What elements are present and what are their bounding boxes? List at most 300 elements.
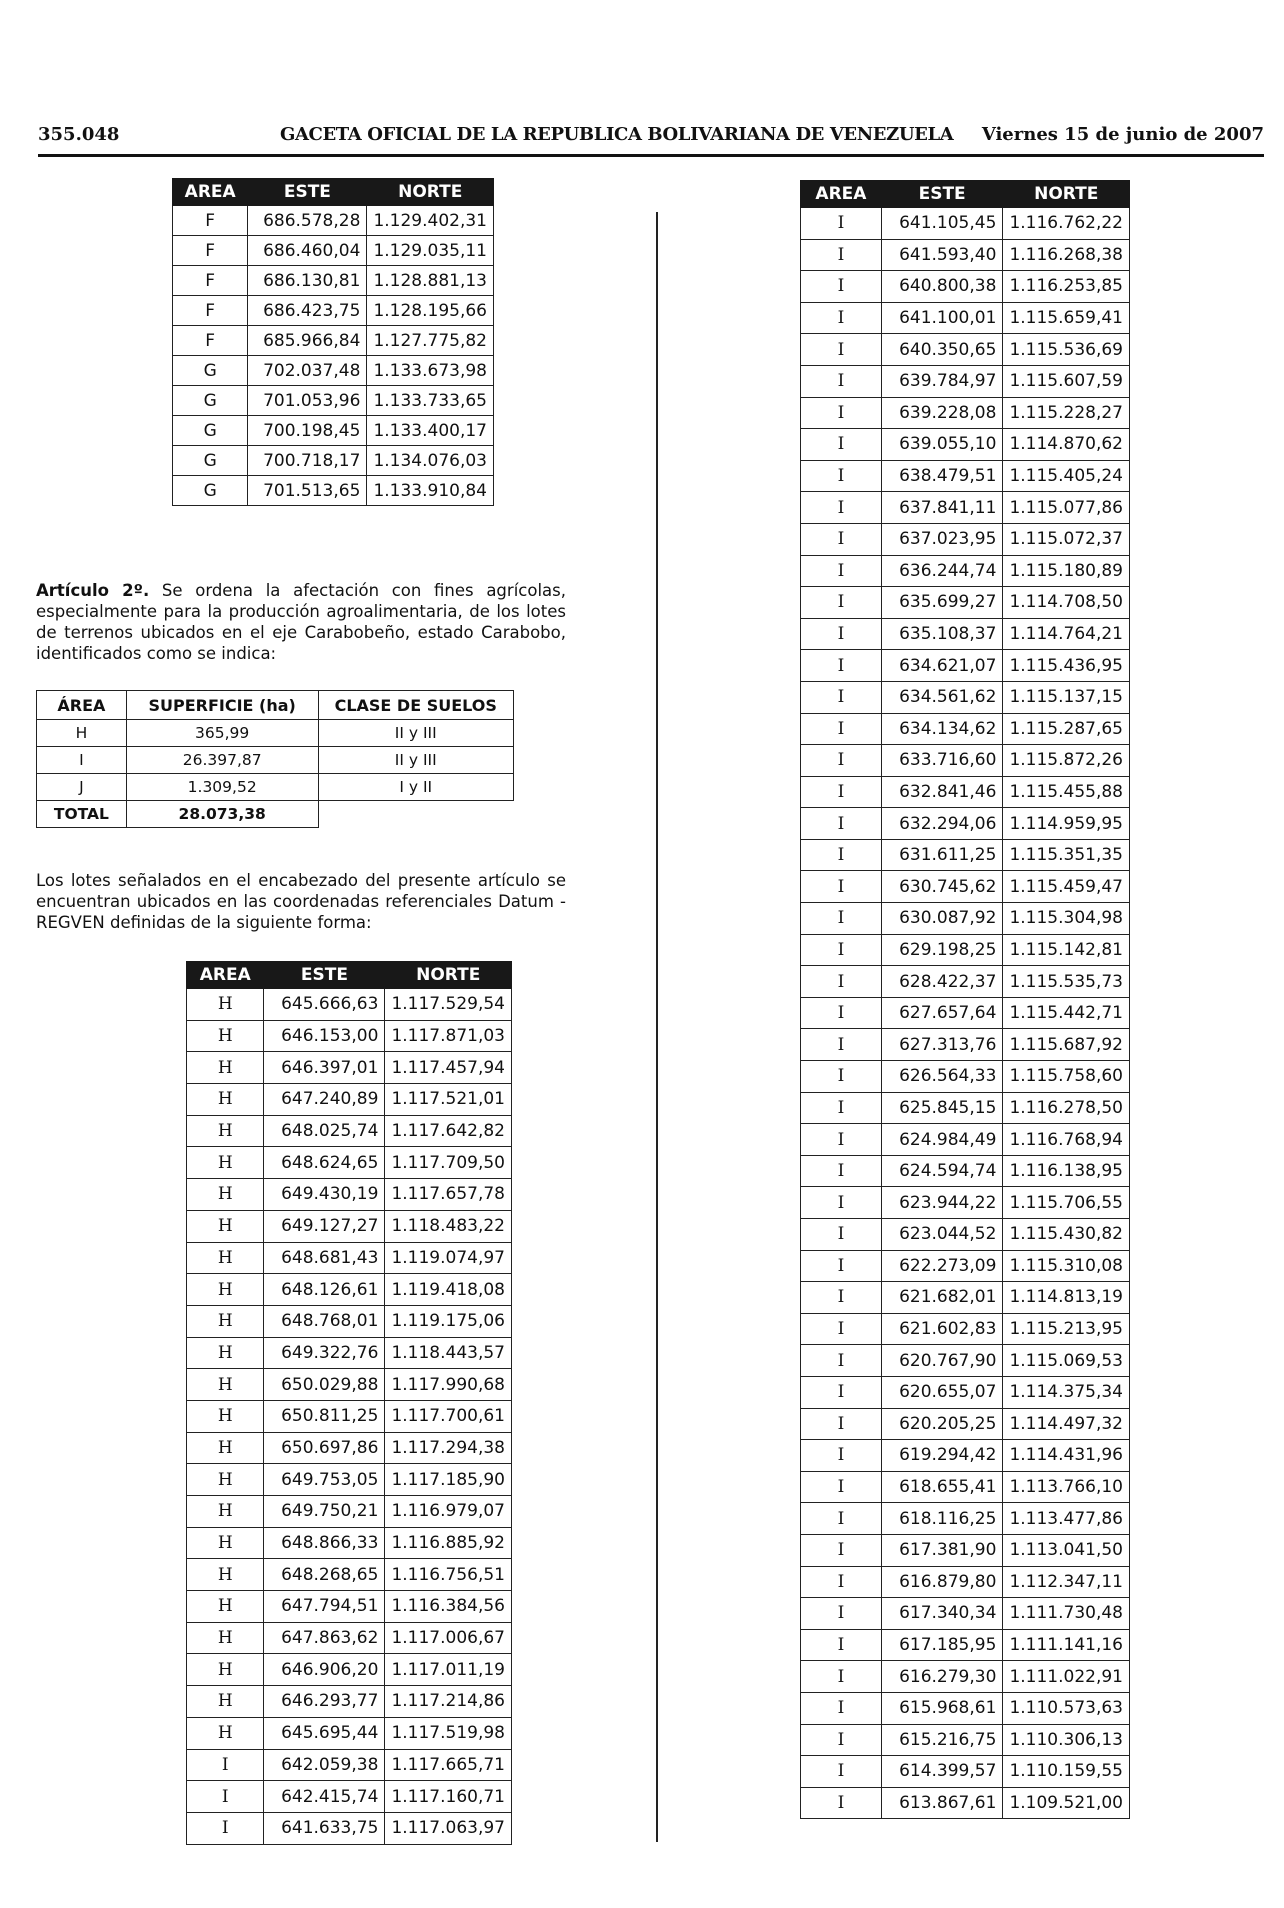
- table-row: [187, 1559, 512, 1591]
- cell-este: 634.621,07: [881, 650, 1003, 682]
- cell-norte: 1.115.228,27: [1003, 397, 1130, 429]
- cell-norte: 1.115.659,41: [1003, 302, 1130, 334]
- cell-area: H: [187, 1432, 264, 1464]
- cell-area: I: [801, 1692, 882, 1724]
- cell-este: 686.423,75: [248, 296, 367, 326]
- cell-este: 614.399,57: [881, 1756, 1003, 1788]
- cell-este: 634.561,62: [881, 681, 1003, 713]
- header-area: AREA: [801, 181, 882, 208]
- cell-este: 616.279,30: [881, 1661, 1003, 1693]
- cell-norte: 1.115.072,37: [1003, 523, 1130, 555]
- table-row: [187, 1400, 512, 1432]
- cell-norte: 1.116.762,22: [1003, 208, 1130, 240]
- table-row: [173, 296, 494, 326]
- table-row: [801, 808, 1130, 840]
- cell-norte: 1.114.431,96: [1003, 1440, 1130, 1472]
- cell-norte: 1.115.430,82: [1003, 1219, 1130, 1251]
- header-norte: NORTE: [1003, 181, 1130, 208]
- table-row: [801, 618, 1130, 650]
- cell-este: 616.879,80: [881, 1566, 1003, 1598]
- cell-este: 613.867,61: [881, 1787, 1003, 1819]
- cell-area: G: [173, 356, 248, 386]
- cell-este: 631.611,25: [881, 839, 1003, 871]
- cell-este: 641.593,40: [881, 239, 1003, 271]
- cell-area: H: [187, 1147, 264, 1179]
- cell-este: 648.866,33: [264, 1527, 385, 1559]
- cell-este: 649.753,05: [264, 1464, 385, 1496]
- cell-area: I: [801, 713, 882, 745]
- table-cell: I y II: [318, 774, 514, 801]
- cell-este: 617.381,90: [881, 1534, 1003, 1566]
- cell-norte: 1.127.775,82: [367, 326, 494, 356]
- cell-este: 639.055,10: [881, 429, 1003, 461]
- cell-este: 650.697,86: [264, 1432, 385, 1464]
- table-row: [187, 1210, 512, 1242]
- cell-area: I: [801, 334, 882, 366]
- cell-este: 640.350,65: [881, 334, 1003, 366]
- table-row: [187, 1179, 512, 1211]
- cell-norte: 1.115.304,98: [1003, 903, 1130, 935]
- header-area: AREA: [173, 179, 248, 206]
- cell-este: 632.294,06: [881, 808, 1003, 840]
- cell-area: I: [801, 1534, 882, 1566]
- cell-area: F: [173, 296, 248, 326]
- table-row: [801, 1187, 1130, 1219]
- cell-este: 647.863,62: [264, 1622, 385, 1654]
- table-row: [187, 1147, 512, 1179]
- cell-este: 617.340,34: [881, 1598, 1003, 1630]
- cell-norte: 1.119.418,08: [385, 1274, 512, 1306]
- cell-area: I: [801, 397, 882, 429]
- table-row: [187, 1749, 512, 1781]
- cell-norte: 1.119.074,97: [385, 1242, 512, 1274]
- cell-norte: 1.109.521,00: [1003, 1787, 1130, 1819]
- cell-area: I: [801, 208, 882, 240]
- cell-este: 617.185,95: [881, 1629, 1003, 1661]
- page-header: [38, 124, 1264, 150]
- page-number: 355.048: [38, 124, 120, 145]
- cell-este: 648.768,01: [264, 1305, 385, 1337]
- cell-norte: 1.117.657,78: [385, 1179, 512, 1211]
- table-row: [801, 1408, 1130, 1440]
- cell-area: H: [187, 1274, 264, 1306]
- cell-norte: 1.116.253,85: [1003, 271, 1130, 303]
- table-row: [801, 1692, 1130, 1724]
- table-row: [801, 334, 1130, 366]
- cell-norte: 1.115.535,73: [1003, 966, 1130, 998]
- cell-este: 639.228,08: [881, 397, 1003, 429]
- table-row: [173, 416, 494, 446]
- cell-norte: 1.115.536,69: [1003, 334, 1130, 366]
- cell-este: 620.767,90: [881, 1345, 1003, 1377]
- cell-norte: 1.129.035,11: [367, 236, 494, 266]
- cell-area: I: [801, 460, 882, 492]
- cell-este: 628.422,37: [881, 966, 1003, 998]
- table-row: [801, 650, 1130, 682]
- cell-area: I: [801, 1345, 882, 1377]
- cell-area: H: [187, 1686, 264, 1718]
- cell-norte: 1.115.077,86: [1003, 492, 1130, 524]
- cell-area: I: [801, 1566, 882, 1598]
- blank-cell: [318, 801, 514, 828]
- cell-norte: 1.111.141,16: [1003, 1629, 1130, 1661]
- table-row: [173, 266, 494, 296]
- cell-norte: 1.112.347,11: [1003, 1566, 1130, 1598]
- cell-area: H: [187, 1559, 264, 1591]
- coordinates-paragraph: Los lotes señalados en el encabezado del presente artículo se encuentran ubicados en las coordenadas referenciales Datum - REGVEN definidas de la siguiente forma:: [36, 871, 566, 932]
- cell-este: 647.240,89: [264, 1084, 385, 1116]
- cell-este: 624.984,49: [881, 1124, 1003, 1156]
- table-row: [187, 1654, 512, 1686]
- cell-norte: 1.128.881,13: [367, 266, 494, 296]
- cell-norte: 1.134.076,03: [367, 446, 494, 476]
- cell-norte: 1.117.700,61: [385, 1400, 512, 1432]
- cell-area: H: [187, 1305, 264, 1337]
- table-row: [801, 1092, 1130, 1124]
- table-row: [187, 1812, 512, 1844]
- cell-este: 649.430,19: [264, 1179, 385, 1211]
- cell-este: 645.695,44: [264, 1717, 385, 1749]
- cell-norte: 1.116.768,94: [1003, 1124, 1130, 1156]
- header-este: ESTE: [881, 181, 1003, 208]
- cell-este: 686.578,28: [248, 206, 367, 236]
- cell-este: 642.415,74: [264, 1781, 385, 1813]
- cell-area: I: [801, 1756, 882, 1788]
- header-area: AREA: [187, 962, 264, 989]
- cell-este: 649.322,76: [264, 1337, 385, 1369]
- table-row: [801, 713, 1130, 745]
- cell-este: 623.044,52: [881, 1219, 1003, 1251]
- cell-norte: 1.117.185,90: [385, 1464, 512, 1496]
- cell-area: I: [801, 1250, 882, 1282]
- surface-table: [36, 690, 514, 828]
- cell-area: H: [187, 1242, 264, 1274]
- table-row: [173, 356, 494, 386]
- cell-este: 648.025,74: [264, 1115, 385, 1147]
- cell-area: I: [801, 587, 882, 619]
- table-row: [801, 1503, 1130, 1535]
- cell-este: 629.198,25: [881, 934, 1003, 966]
- table-row: [173, 386, 494, 416]
- cell-norte: 1.115.758,60: [1003, 1061, 1130, 1093]
- cell-area: I: [801, 1661, 882, 1693]
- cell-este: 685.966,84: [248, 326, 367, 356]
- cell-area: I: [187, 1781, 264, 1813]
- cell-norte: 1.115.455,88: [1003, 776, 1130, 808]
- cell-area: H: [187, 1654, 264, 1686]
- cell-este: 620.205,25: [881, 1408, 1003, 1440]
- table-cell: 1.309,52: [126, 774, 318, 801]
- table-row: [801, 934, 1130, 966]
- cell-area: I: [801, 523, 882, 555]
- cell-este: 621.682,01: [881, 1282, 1003, 1314]
- cell-este: 627.313,76: [881, 1029, 1003, 1061]
- cell-area: I: [801, 871, 882, 903]
- table-row: [801, 1282, 1130, 1314]
- cell-norte: 1.133.733,65: [367, 386, 494, 416]
- cell-norte: 1.110.159,55: [1003, 1756, 1130, 1788]
- cell-area: I: [801, 618, 882, 650]
- cell-area: I: [801, 681, 882, 713]
- cell-norte: 1.115.351,35: [1003, 839, 1130, 871]
- header-este: ESTE: [264, 962, 385, 989]
- table-row: [187, 1369, 512, 1401]
- table-row: [801, 966, 1130, 998]
- table-row: [801, 365, 1130, 397]
- article-text: Se ordena la afectación con fines agrícolas, especialmente para la producción agroalimentaria, de los lotes de terrenos ubicados en el eje Carabobeño, estado Carabobo, identificados como se indica:: [36, 581, 566, 663]
- cell-norte: 1.113.477,86: [1003, 1503, 1130, 1535]
- cell-este: 619.294,42: [881, 1440, 1003, 1472]
- cell-area: I: [801, 1124, 882, 1156]
- cell-norte: 1.114.813,19: [1003, 1282, 1130, 1314]
- cell-norte: 1.115.405,24: [1003, 460, 1130, 492]
- cell-area: I: [801, 903, 882, 935]
- cell-area: I: [801, 239, 882, 271]
- issue-date: Viernes 15 de junio de 2007: [981, 124, 1264, 145]
- cell-norte: 1.116.756,51: [385, 1559, 512, 1591]
- table-row: [37, 774, 514, 801]
- cell-area: I: [801, 1598, 882, 1630]
- cell-norte: 1.117.063,97: [385, 1812, 512, 1844]
- cell-norte: 1.115.069,53: [1003, 1345, 1130, 1377]
- cell-este: 700.198,45: [248, 416, 367, 446]
- cell-este: 641.633,75: [264, 1812, 385, 1844]
- table-row: [801, 1440, 1130, 1472]
- cell-este: 637.023,95: [881, 523, 1003, 555]
- cell-norte: 1.116.268,38: [1003, 239, 1130, 271]
- cell-norte: 1.115.459,47: [1003, 871, 1130, 903]
- cell-area: H: [187, 1337, 264, 1369]
- table-row: [801, 1756, 1130, 1788]
- cell-este: 646.293,77: [264, 1686, 385, 1718]
- cell-norte: 1.116.979,07: [385, 1496, 512, 1528]
- cell-este: 700.718,17: [248, 446, 367, 476]
- table-row: [801, 871, 1130, 903]
- cell-este: 630.745,62: [881, 871, 1003, 903]
- cell-norte: 1.117.521,01: [385, 1084, 512, 1116]
- table-row: [801, 492, 1130, 524]
- cell-area: I: [801, 1376, 882, 1408]
- cell-norte: 1.114.708,50: [1003, 587, 1130, 619]
- header-rule: [38, 154, 1264, 157]
- cell-este: 626.564,33: [881, 1061, 1003, 1093]
- cell-area: H: [187, 1179, 264, 1211]
- total-label: TOTAL: [37, 801, 127, 828]
- header-este: ESTE: [248, 179, 367, 206]
- cell-norte: 1.117.642,82: [385, 1115, 512, 1147]
- cell-area: F: [173, 326, 248, 356]
- cell-area: H: [187, 1622, 264, 1654]
- table-row: [187, 1305, 512, 1337]
- cell-este: 650.811,25: [264, 1400, 385, 1432]
- cell-norte: 1.118.443,57: [385, 1337, 512, 1369]
- cell-este: 640.800,38: [881, 271, 1003, 303]
- cell-este: 638.479,51: [881, 460, 1003, 492]
- cell-este: 620.655,07: [881, 1376, 1003, 1408]
- cell-este: 648.624,65: [264, 1147, 385, 1179]
- cell-este: 701.513,65: [248, 476, 367, 506]
- cell-este: 635.108,37: [881, 618, 1003, 650]
- table-cell: II y III: [318, 747, 514, 774]
- cell-area: I: [801, 808, 882, 840]
- table-row: [801, 1598, 1130, 1630]
- cell-norte: 1.115.142,81: [1003, 934, 1130, 966]
- cell-norte: 1.114.497,32: [1003, 1408, 1130, 1440]
- cell-area: H: [187, 1527, 264, 1559]
- table-row: [187, 1781, 512, 1813]
- cell-este: 646.906,20: [264, 1654, 385, 1686]
- cell-area: I: [801, 1187, 882, 1219]
- table-row: [173, 326, 494, 356]
- cell-area: I: [801, 492, 882, 524]
- table-row: [801, 1124, 1130, 1156]
- cell-area: I: [801, 997, 882, 1029]
- cell-este: 623.944,22: [881, 1187, 1003, 1219]
- table-row: [801, 745, 1130, 777]
- cell-norte: 1.115.442,71: [1003, 997, 1130, 1029]
- table-row: [173, 476, 494, 506]
- cell-este: 645.666,63: [264, 989, 385, 1021]
- cell-norte: 1.114.375,34: [1003, 1376, 1130, 1408]
- total-value: 28.073,38: [126, 801, 318, 828]
- cell-norte: 1.117.519,98: [385, 1717, 512, 1749]
- cell-area: F: [173, 236, 248, 266]
- cell-norte: 1.117.214,86: [385, 1686, 512, 1718]
- table-row: [801, 271, 1130, 303]
- cell-area: H: [187, 989, 264, 1021]
- cell-area: H: [187, 1496, 264, 1528]
- cell-este: 636.244,74: [881, 555, 1003, 587]
- cell-norte: 1.128.195,66: [367, 296, 494, 326]
- table-row: [801, 776, 1130, 808]
- cell-este: 649.127,27: [264, 1210, 385, 1242]
- cell-norte: 1.110.306,13: [1003, 1724, 1130, 1756]
- cell-area: F: [173, 206, 248, 236]
- table-row: [187, 1242, 512, 1274]
- cell-area: G: [173, 446, 248, 476]
- cell-este: 641.100,01: [881, 302, 1003, 334]
- cell-area: I: [801, 650, 882, 682]
- cell-este: 648.268,65: [264, 1559, 385, 1591]
- table-row: [187, 1274, 512, 1306]
- cell-este: 637.841,11: [881, 492, 1003, 524]
- table-cell: H: [37, 720, 127, 747]
- cell-area: H: [187, 1020, 264, 1052]
- cell-area: I: [187, 1749, 264, 1781]
- cell-norte: 1.129.402,31: [367, 206, 494, 236]
- cell-este: 618.116,25: [881, 1503, 1003, 1535]
- cell-este: 646.397,01: [264, 1052, 385, 1084]
- cell-area: I: [187, 1812, 264, 1844]
- table-row: [37, 720, 514, 747]
- table-row: [801, 1534, 1130, 1566]
- cell-norte: 1.115.706,55: [1003, 1187, 1130, 1219]
- cell-area: I: [801, 1029, 882, 1061]
- coordinates-table-h-i: [186, 961, 512, 1845]
- cell-area: I: [801, 271, 882, 303]
- cell-norte: 1.115.310,08: [1003, 1250, 1130, 1282]
- cell-area: H: [187, 1115, 264, 1147]
- header-area: ÁREA: [37, 691, 127, 720]
- cell-este: 615.968,61: [881, 1692, 1003, 1724]
- table-row: [801, 429, 1130, 461]
- table-row: [187, 1464, 512, 1496]
- cell-norte: 1.117.011,19: [385, 1654, 512, 1686]
- cell-este: 639.784,97: [881, 365, 1003, 397]
- cell-norte: 1.116.138,95: [1003, 1155, 1130, 1187]
- article-label: Artículo 2º.: [36, 581, 150, 600]
- cell-norte: 1.117.160,71: [385, 1781, 512, 1813]
- cell-area: I: [801, 1092, 882, 1124]
- table-cell: 365,99: [126, 720, 318, 747]
- table-row: [187, 1052, 512, 1084]
- cell-norte: 1.111.022,91: [1003, 1661, 1130, 1693]
- cell-norte: 1.116.384,56: [385, 1591, 512, 1623]
- cell-area: I: [801, 1061, 882, 1093]
- cell-este: 648.126,61: [264, 1274, 385, 1306]
- coordinates-table-f-g: [172, 178, 494, 506]
- table-row: [187, 1496, 512, 1528]
- cell-este: 622.273,09: [881, 1250, 1003, 1282]
- cell-norte: 1.117.990,68: [385, 1369, 512, 1401]
- table-row: [801, 1155, 1130, 1187]
- cell-norte: 1.113.766,10: [1003, 1471, 1130, 1503]
- cell-area: I: [801, 1503, 882, 1535]
- cell-norte: 1.114.959,95: [1003, 808, 1130, 840]
- cell-norte: 1.114.870,62: [1003, 429, 1130, 461]
- table-cell: I: [37, 747, 127, 774]
- table-row: [801, 523, 1130, 555]
- table-row: [173, 446, 494, 476]
- table-row: [187, 1115, 512, 1147]
- table-cell: J: [37, 774, 127, 801]
- cell-area: I: [801, 934, 882, 966]
- cell-este: 632.841,46: [881, 776, 1003, 808]
- cell-este: 686.460,04: [248, 236, 367, 266]
- cell-area: G: [173, 386, 248, 416]
- cell-area: H: [187, 1210, 264, 1242]
- cell-norte: 1.116.278,50: [1003, 1092, 1130, 1124]
- cell-area: I: [801, 745, 882, 777]
- cell-norte: 1.117.457,94: [385, 1052, 512, 1084]
- cell-norte: 1.133.910,84: [367, 476, 494, 506]
- table-row: [187, 1527, 512, 1559]
- cell-area: I: [801, 966, 882, 998]
- cell-norte: 1.115.213,95: [1003, 1313, 1130, 1345]
- cell-norte: 1.115.287,65: [1003, 713, 1130, 745]
- cell-area: I: [801, 429, 882, 461]
- cell-area: I: [801, 1724, 882, 1756]
- cell-norte: 1.117.709,50: [385, 1147, 512, 1179]
- table-row: [37, 747, 514, 774]
- table-row: [187, 1337, 512, 1369]
- table-row: [187, 1686, 512, 1718]
- cell-este: 630.087,92: [881, 903, 1003, 935]
- cell-este: 647.794,51: [264, 1591, 385, 1623]
- cell-este: 621.602,83: [881, 1313, 1003, 1345]
- header-norte: NORTE: [385, 962, 512, 989]
- cell-area: I: [801, 1787, 882, 1819]
- cell-norte: 1.115.607,59: [1003, 365, 1130, 397]
- header-clase-suelos: CLASE DE SUELOS: [318, 691, 514, 720]
- cell-este: 634.134,62: [881, 713, 1003, 745]
- header-norte: NORTE: [367, 179, 494, 206]
- table-row: [801, 460, 1130, 492]
- table-row: [187, 1591, 512, 1623]
- table-cell: 26.397,87: [126, 747, 318, 774]
- cell-area: I: [801, 1219, 882, 1251]
- cell-area: I: [801, 776, 882, 808]
